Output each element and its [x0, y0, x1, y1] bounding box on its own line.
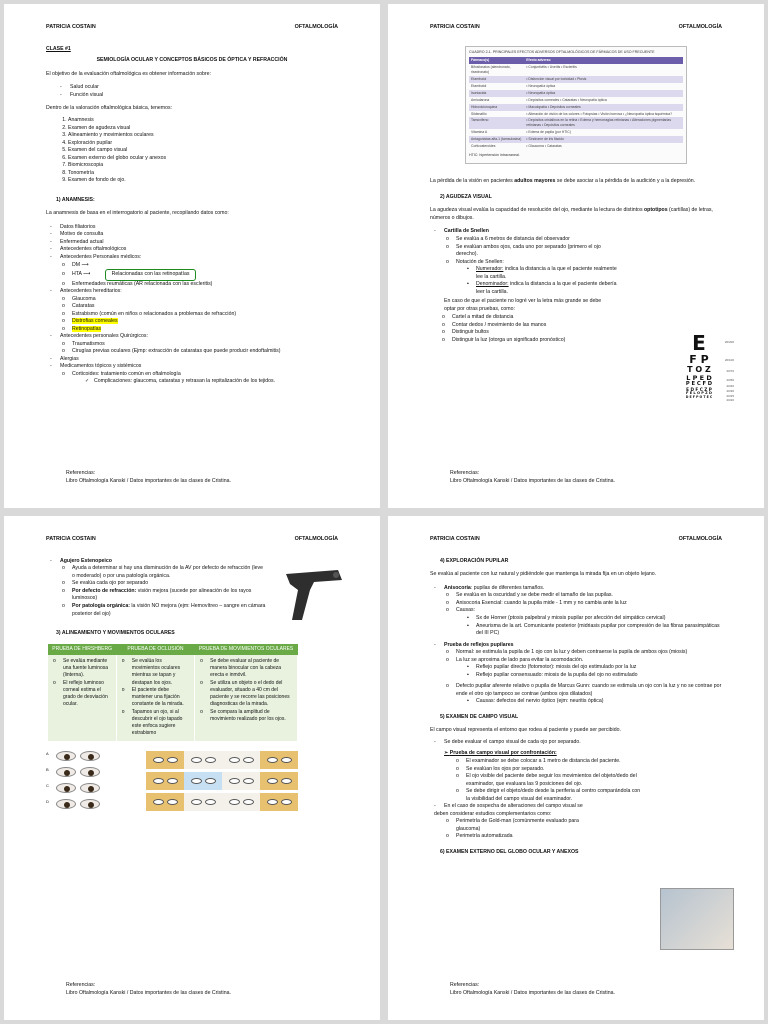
- chart-acuity-label: 20/40: [726, 384, 734, 389]
- list-item: - Motivo de consulta: [50, 231, 338, 239]
- list-item: o Se evalúan ambos ojos, cada uno por separado (primero el ojo derecho).: [456, 244, 620, 259]
- table-cell: Hidroxicloroquina: [469, 104, 524, 111]
- sub-list: [456, 615, 722, 638]
- page-header: [410, 536, 742, 544]
- intro: El objetivo de la evaluación oftalmológica es obtener información sobre:: [46, 70, 211, 77]
- check-list: [72, 378, 338, 386]
- list-item: o Cataratas: [72, 303, 338, 311]
- list-item: [72, 588, 266, 603]
- gaze-cell: [222, 772, 260, 790]
- table-cell: • Glaucoma • Cataratas: [526, 144, 562, 149]
- table-row: [469, 104, 683, 111]
- arrow-icon: ⟶: [83, 271, 91, 278]
- list-label: Antecedentes personales Quirúrgicos:: [60, 333, 148, 340]
- gaze-cell: [146, 793, 184, 811]
- objectives-list: [46, 84, 338, 99]
- list-item: 4. Exploración pupilar: [68, 140, 338, 148]
- eye-row: [46, 751, 136, 761]
- table-cell: Antagonistas alfa-1 (tamsulosina): [469, 136, 524, 143]
- text: la visión NO mejora (ejm: Hemovítreo – sangre en cámara posterior del ojo): [72, 603, 266, 617]
- table-cell: • Síndrome de iris flácido: [524, 136, 683, 143]
- author: PATRICIA COSTAIN: [430, 24, 480, 30]
- list-item: o Normal: se estimula la pupila de 1 ojo con la luz y deben contraerse la pupila de ambos ojos (miosis): [456, 649, 722, 657]
- list-item: [50, 254, 338, 288]
- item-text: La luz se aproxima de lado para evitar la acomodación.: [456, 656, 584, 663]
- list-item: o Distinguir bultos: [452, 329, 722, 337]
- list-item: o Enfermedades reumáticas (AR relacionada con las escleritis): [72, 281, 338, 289]
- subject: OFTALMOLOGÍA: [678, 24, 722, 30]
- term: Anisocoria: [444, 584, 471, 591]
- arrow-icon: ➢: [444, 750, 450, 757]
- table-cell: Etambutol: [469, 76, 524, 83]
- eye-icon: [80, 751, 100, 761]
- text: La agudeza visual evalúa la capacidad de resolución del ojo, mediante la lectura de distintos: [430, 207, 644, 214]
- cv-intro: El campo visual representa el entorno que rodea al paciente y puede ser percibido.: [430, 727, 621, 734]
- chart-row: E: [692, 331, 706, 355]
- figure-label: B: [46, 766, 49, 772]
- table-cell: • Maculopatía • Depósitos corneales: [524, 104, 683, 111]
- list-item: 7. Biomicroscopia: [68, 162, 338, 170]
- eye-figures: [46, 751, 338, 815]
- av-intro: [430, 207, 722, 222]
- chart-acuity-label: 20/200: [724, 340, 734, 344]
- list-item: ▪ Reflejo pupilar directo (fotomotor): miosis del ojo estimulado por la luz: [476, 664, 722, 672]
- eye-icon: [56, 767, 76, 777]
- list-label: Antecedentes Personales médicos:: [60, 253, 142, 260]
- table-cell: • Conjuntivitis • Uveítis • Escleritis: [526, 64, 577, 69]
- list-item: [72, 262, 338, 270]
- sub-list: [444, 758, 644, 803]
- hearing-note: [430, 178, 722, 186]
- list-item: - Datos filiatorios: [50, 224, 338, 232]
- text: indica la distancia a la que el paciente realmente lee la cartilla.: [476, 266, 617, 280]
- references-label: Referencias:: [450, 470, 480, 477]
- table-cell: • Edema de papila (por HTIC): [526, 130, 571, 135]
- list-item: ▪ Causas: defectos del nervio óptico (ejm: neuritis óptica): [476, 698, 722, 706]
- subject: OFTALMOLOGÍA: [294, 24, 338, 30]
- table-row: [469, 76, 683, 83]
- list-item: o Tapamos un ojo, si al descubrir el ojo tapado este enfoca sugiere estrabismo: [132, 709, 191, 738]
- page-header: [26, 24, 358, 32]
- figure-label: C: [46, 782, 49, 788]
- text: optotipos: [643, 207, 668, 214]
- table-row: [469, 117, 683, 129]
- list-item: [456, 683, 722, 706]
- chart-row: F P: [689, 353, 709, 366]
- list-item: o Se evalúa mediante una fuente luminosa (linterna).: [63, 658, 113, 680]
- gaze-cell: [146, 772, 184, 790]
- list-item: - Alergias: [50, 356, 338, 364]
- highlighted-text: Retinopatías: [72, 325, 102, 332]
- references: [450, 982, 615, 998]
- list-item: 8. Tonometría: [68, 170, 338, 178]
- list-item: 5. Examen del campo visual: [68, 147, 338, 155]
- chart-acuity-label: 20/25: [726, 393, 734, 398]
- table-row: [469, 136, 683, 143]
- text: La pérdida de la visión en pacientes: [430, 178, 515, 185]
- chart-acuity-label: 20/50: [726, 377, 734, 382]
- cell-list: [120, 658, 191, 738]
- subject: OFTALMOLOGÍA: [678, 536, 722, 542]
- eye-icon: [56, 751, 76, 761]
- column-header: Fármaco(s): [469, 57, 524, 64]
- list-item: ▪ Aneurisma de la art. Comunicante posterior (midriasis pupilar por compresión de las fibras parasimpáticas del III PC): [476, 623, 722, 638]
- list-item: o Se evalúa los movimientos oculares mientras se tapan y destapan los ojos.: [132, 658, 191, 687]
- table-cell: • Disfunción visual por toxicidad • Ptosis: [524, 76, 683, 83]
- table-cell: [116, 655, 194, 741]
- references-label: Referencias:: [66, 470, 96, 477]
- snellen-chart-image: [664, 332, 734, 428]
- text: indica la distancia a la que el paciente debería leer la cartilla.: [476, 281, 617, 295]
- page-1: [4, 4, 380, 508]
- confrontation-block: [444, 750, 644, 803]
- list-item: 9. Examen de fondo de ojo.: [68, 177, 338, 185]
- pupil-intro: Se evalúa al paciente con luz natural y pidiéndole que mantenga la mirada fija en un objeto lejano.: [430, 571, 657, 578]
- term: Por defecto de refracción:: [72, 587, 137, 594]
- hirschberg-figure: [46, 751, 136, 815]
- anamnesis-intro: La anamnesis de basa en el interrogatorio al paciente, recopilando datos como:: [46, 210, 229, 217]
- chart-acuity-label: 20/70: [726, 369, 734, 374]
- gaze-cell: [146, 751, 184, 769]
- list-item: o Se evalúa en la oscuridad y se debe medir el tamaño de las pupilas.: [456, 592, 722, 600]
- sub-list: [434, 818, 590, 841]
- text: (cartillas) de letras, números o dibujos.: [430, 207, 713, 221]
- highlighted-text: Distrofias corneales: [72, 318, 118, 325]
- list-item: o Se compara la amplitud de movimiento realizado por los ojos.: [210, 709, 294, 724]
- snellen-list: [430, 228, 620, 296]
- list-item: 3. Alineamiento y movimientos oculares: [68, 132, 338, 140]
- author: PATRICIA COSTAIN: [46, 536, 96, 542]
- references: [450, 470, 615, 486]
- sub-list: [456, 266, 620, 296]
- section-heading: 2) AGUDEZA VISUAL: [440, 193, 492, 200]
- page-header: [26, 536, 358, 544]
- sub-list: [50, 296, 338, 334]
- references-label: Referencias:: [450, 982, 480, 989]
- eye-icon: [80, 783, 100, 793]
- references-text: Libro Oftalmología Kanski / Datos importantes de las clases de Cristina.: [66, 478, 231, 485]
- list-item: [72, 326, 338, 334]
- table-cell: Isoniacida: [469, 90, 524, 97]
- term: Por patología orgánica:: [72, 603, 130, 610]
- list-item: o Se debe dirigir el objeto/dedo desde la periferia al centro comparándola con la visibilidad del campo visual del examinador.: [466, 788, 644, 803]
- list-item: o El paciente debe mantener una fijación constante de la mirada.: [132, 687, 191, 709]
- item-text: DM: [72, 261, 81, 268]
- table-row: [48, 655, 298, 741]
- pinhole-list: [46, 558, 266, 618]
- callout-box: Relacionadas con las retinopatías: [105, 269, 197, 281]
- list-item: [72, 269, 338, 281]
- page-header: [410, 24, 742, 32]
- list-item: o Se evalúa cada ojo por separado: [72, 580, 266, 588]
- list-label: Medicamentos tópicos y sistémicos: [60, 363, 142, 370]
- list-item: - Función visual: [60, 92, 338, 100]
- list-item: [476, 281, 620, 296]
- gaze-cell: [222, 751, 260, 769]
- section-heading: 3) ALINEAMIENTO Y MOVIMIENTOS OCULARES: [56, 630, 175, 637]
- list-item: [50, 558, 266, 618]
- list-item: o Anisocoria Esencial: cuando la pupila mide - 1 mm y no cambia ante la luz: [456, 600, 722, 608]
- references: [66, 470, 231, 486]
- table-cell: Sildenafilo: [471, 111, 487, 116]
- eye-icon: [80, 799, 100, 809]
- list-item: - Salud ocular: [60, 84, 338, 92]
- intro2: Dentro de la valoración oftalmológica básica, tenemos:: [46, 105, 173, 112]
- gaze-cell: [222, 793, 260, 811]
- list-item: [72, 318, 338, 326]
- sub-list: [434, 236, 620, 296]
- list-label: Agujero Estenopeico: [60, 557, 112, 564]
- table-cell: Tamoxifeno: [469, 117, 524, 129]
- sub-list: [434, 592, 722, 637]
- chart-row: E D F C Z P: [686, 386, 712, 392]
- table-cell: Etambutol: [471, 83, 487, 88]
- table-cell: • Alteración de visión de los colores • Fotopsias • Visión borrosa • ¿Neuropatía óptica isquémica?: [526, 111, 672, 116]
- page-title: SEMIOLOGÍA OCULAR Y CONCEPTOS BÁSICOS DE ÓPTICA Y REFRACCIÓN: [96, 57, 288, 64]
- cell-list: [51, 658, 113, 709]
- list-item: o Se evalúan los ojos por separado.: [466, 766, 644, 774]
- gaze-cell: [184, 751, 222, 769]
- pupil-list: [430, 585, 722, 706]
- references: [66, 982, 231, 998]
- list-item: [476, 266, 620, 281]
- list-item: o Perimetría automatizada: [456, 833, 590, 841]
- item-text: En el caso de sospecha de alteraciones del campo visual se deben considerar estudios complementarios como:: [434, 803, 583, 817]
- chart-row: D E F P O T E C: [685, 395, 713, 400]
- chart-row: T O Z: [687, 365, 711, 375]
- term: Numerador:: [476, 266, 504, 273]
- list-item: o Traumatismos: [72, 341, 338, 349]
- list-label: [444, 750, 644, 758]
- list-label: Antecedentes hereditarios:: [60, 288, 122, 295]
- list-item: o Estrabismo (común en niños o relacionados a problemas de refracción): [72, 311, 338, 319]
- table-cell: • Depósitos cristalinos en la retina • Edema y hemorragias retinianas • Alteraciones pigmentarias retinianas • Depósitos corneales: [524, 117, 683, 129]
- table-row: [469, 97, 683, 104]
- sub-list: [434, 649, 722, 706]
- table-cell: [195, 655, 298, 741]
- table-row: [469, 64, 683, 76]
- column-header: PRUEBA DE OCLUSIÓN: [116, 644, 194, 655]
- references-label: Referencias:: [66, 982, 96, 989]
- chart-row: P E C F D: [685, 381, 713, 388]
- list-item: - Se debe evaluar el campo visual de cada ojo por separado.: [434, 739, 722, 747]
- alignment-table: [48, 644, 298, 741]
- chart-acuity-label: 20/30: [726, 389, 734, 394]
- table-cell: Amiodarona: [471, 97, 490, 102]
- section-heading: 6) EXAMEN EXTERNO DEL GLOBO OCULAR Y ANEXOS: [440, 848, 579, 855]
- chart-row: L P E D: [686, 373, 712, 382]
- table: [469, 57, 683, 150]
- references-text: Libro Oftalmología Kanski / Datos importantes de las clases de Cristina.: [450, 990, 615, 997]
- chart-acuity-label: 20/20: [726, 397, 734, 402]
- gaze-cell: [184, 772, 222, 790]
- sub-list: [456, 664, 722, 679]
- text: se debe asociar a la pérdida de la audición y a la depresión.: [555, 178, 696, 185]
- table-row: [469, 111, 683, 118]
- steps-list: [46, 117, 338, 185]
- author: PATRICIA COSTAIN: [46, 24, 96, 30]
- figure-label: D: [46, 798, 49, 804]
- list-item: 1. Anamnesis: [68, 117, 338, 125]
- list-label: Prueba de reflejos pupilares: [444, 641, 514, 648]
- list-item: ▪ Sx de Horner (ptosis palpebral y miosis pupilar por afección del simpático cervical): [476, 615, 722, 623]
- figure-label: A: [46, 750, 49, 756]
- term: Denominador:: [476, 281, 509, 288]
- table-cell: • Depósitos corneales • Cataratas • Neuropatía óptica: [526, 97, 607, 102]
- gaze-cell: [260, 751, 298, 769]
- text: visión mejora (sucede por alineación de los rayos luminosos): [72, 587, 252, 602]
- item-text: HTA: [72, 271, 82, 278]
- confrontation-photo: [660, 888, 734, 950]
- item-text: Notación de Snellen:: [456, 258, 504, 265]
- text: : pupilas de diferentes tamaños.: [470, 584, 545, 591]
- table-cell: Bifosfonatos (alendronato, risedronato): [471, 64, 511, 74]
- list-item: [50, 333, 338, 356]
- item-text: Defecto pupilar aferente relativo o pupila de Marcus Gunn: cuando se estimula un ojo con la luz y no se contrae por ende el otro ojo tampoco se contrae (ambos ojos dilatados): [456, 683, 722, 697]
- drug-effects-table: [465, 46, 687, 165]
- list-item: ✓ Complicaciones: glaucoma, cataratas y retrasan la repitalización de los tejidos.: [94, 378, 338, 386]
- pinhole-occluder-image: [280, 560, 350, 630]
- list-item: - Enfermedad actual: [50, 239, 338, 247]
- page-2: [388, 4, 764, 508]
- sub-list: [456, 698, 722, 706]
- list-item: [456, 657, 722, 680]
- section-heading: 4) EXPLORACIÓN PUPILAR: [440, 557, 509, 564]
- text: adultos mayores: [514, 178, 556, 185]
- text: Prueba de campo visual por confrontación:: [449, 750, 557, 757]
- gaze-cell: [184, 793, 222, 811]
- item-text: Causas:: [456, 607, 476, 614]
- list-item: [456, 259, 620, 297]
- list-item: o Cirugías previas oculares (Ejmp: extracción de cataratas que puede producir endoftalmitis): [72, 348, 338, 356]
- list-item: o Se utiliza un objeto o el dedo del evaluador, situado a 40 cm del paciente y se recorre las posiciones diagnosticas de la mirada.: [210, 680, 294, 709]
- sub-list: [50, 262, 338, 289]
- eye-icon: [56, 799, 76, 809]
- column-header: PRUEBA DE HIRSHBERG: [48, 644, 116, 655]
- list-item: ▪ Reflejo pupilar consensuado: miosis de la pupila del ojo no estimulado: [476, 672, 722, 680]
- table-cell: Corticosteroides: [471, 144, 496, 149]
- table-cell: [48, 655, 116, 741]
- list-item: 2. Examen de agudeza visual: [68, 125, 338, 133]
- list-item: o El examinador se debe colocar a 1 metro de distancia del paciente.: [466, 758, 644, 766]
- references-text: Libro Oftalmología Kanski / Datos importantes de las clases de Cristina.: [450, 478, 615, 485]
- page-3: [4, 516, 380, 1020]
- gaze-positions-figure: [146, 751, 298, 815]
- list-item: [50, 363, 338, 386]
- table-cell: • Neuropatía óptica: [526, 83, 556, 88]
- table-footnote: HTIC: hipertensión intracraneal.: [469, 153, 520, 158]
- item-text: Corticoides: tratamiento común en oftalmología: [72, 370, 181, 377]
- eye-icon: [56, 783, 76, 793]
- chart-acuity-label: 20/100: [724, 358, 734, 363]
- list-item: [434, 585, 722, 638]
- list-item: [72, 371, 338, 386]
- eye-row: [46, 799, 136, 809]
- list-item: o Se evalúa a 6 metros de distancia del observador: [456, 236, 620, 244]
- subject: OFTALMOLOGÍA: [294, 536, 338, 542]
- column-header: Efecto adverso: [524, 57, 683, 64]
- table-row: [469, 90, 683, 97]
- fallback-note: En caso de que el paciente no logré ver la letra más grande se debe optar por otras pruebas, como:: [444, 298, 602, 312]
- eye-row: [46, 783, 136, 793]
- section-heading: 5) EXAMEN DE CAMPO VISUAL: [440, 713, 519, 720]
- eye-icon: [80, 767, 100, 777]
- table-body: [469, 64, 683, 150]
- table-cell: • Neuropatía óptica: [524, 90, 683, 97]
- eye-row: [46, 767, 136, 777]
- sub-list: [50, 341, 338, 356]
- cv-list: [430, 739, 722, 747]
- studies-list: [430, 803, 590, 841]
- cell-list: [198, 658, 294, 723]
- list-item: o Glaucoma: [72, 296, 338, 304]
- class-label: CLASE #1: [46, 45, 71, 52]
- list-item: o Cartel a mitad de distancia: [452, 314, 722, 322]
- list-item: o El ojo visible del paciente debe seguir los movimientos del objeto/dedo del examinador, que evaluara las 9 posiciones del ojo.: [466, 773, 644, 788]
- gaze-cell: [260, 772, 298, 790]
- anamnesis-list: [46, 224, 338, 386]
- table-row: [469, 83, 683, 90]
- list-item: 6. Examen externo del globo ocular y anexos: [68, 155, 338, 163]
- list-item: o Perimetría de Gold-man (comúnmente evaluado para glaucoma): [456, 818, 590, 833]
- list-item: o Ayuda a determinar si hay una disminución de la AV por defecto de refracción (leve o moderado) o por una patología orgánica.: [72, 565, 266, 580]
- author: PATRICIA COSTAIN: [430, 536, 480, 542]
- gaze-cell: [260, 793, 298, 811]
- references-text: Libro Oftalmología Kanski / Datos importantes de las clases de Cristina.: [66, 990, 231, 997]
- list-item: [434, 642, 722, 706]
- list-label: Cartilla de Snellen: [444, 228, 489, 235]
- list-item: o El reflejo luminoso corneal estima el grado de desviación ocular.: [63, 680, 113, 709]
- table-title: CUADRO 2-1. PRINCIPALES EFECTOS ADVERSOS OFTALMOLÓGICOS DE FÁRMACOS DE USO FRECUENTE: [469, 49, 655, 54]
- list-item: o Distinguir la luz (otorga un significado pronóstico): [452, 337, 722, 345]
- list-item: [456, 607, 722, 637]
- page-4: [388, 516, 764, 1020]
- chart-row: F E L O P Z D: [686, 391, 712, 396]
- list-item: o Contar dedos / movimiento de las manos: [452, 322, 722, 330]
- section-heading: 1) ANAMNESIS:: [56, 196, 95, 203]
- table-row: [469, 129, 683, 136]
- list-item: [72, 603, 266, 618]
- list-item: [434, 803, 590, 841]
- list-item: o Se debe evaluar al paciente de manera binocular con la cabeza erecta e inmóvil.: [210, 658, 294, 680]
- list-item: [434, 228, 620, 296]
- list-item: - Antecedentes oftalmológicos: [50, 246, 338, 254]
- list-item: [50, 288, 338, 333]
- column-header: PRUEBA DE MOVIMIENTOS OCULARES: [195, 644, 298, 655]
- sub-list: [50, 371, 338, 386]
- sub-list: [50, 565, 266, 618]
- table-cell: Vitamina A: [471, 130, 488, 135]
- table-row: [469, 143, 683, 150]
- arrow-icon: ⟶: [81, 261, 89, 268]
